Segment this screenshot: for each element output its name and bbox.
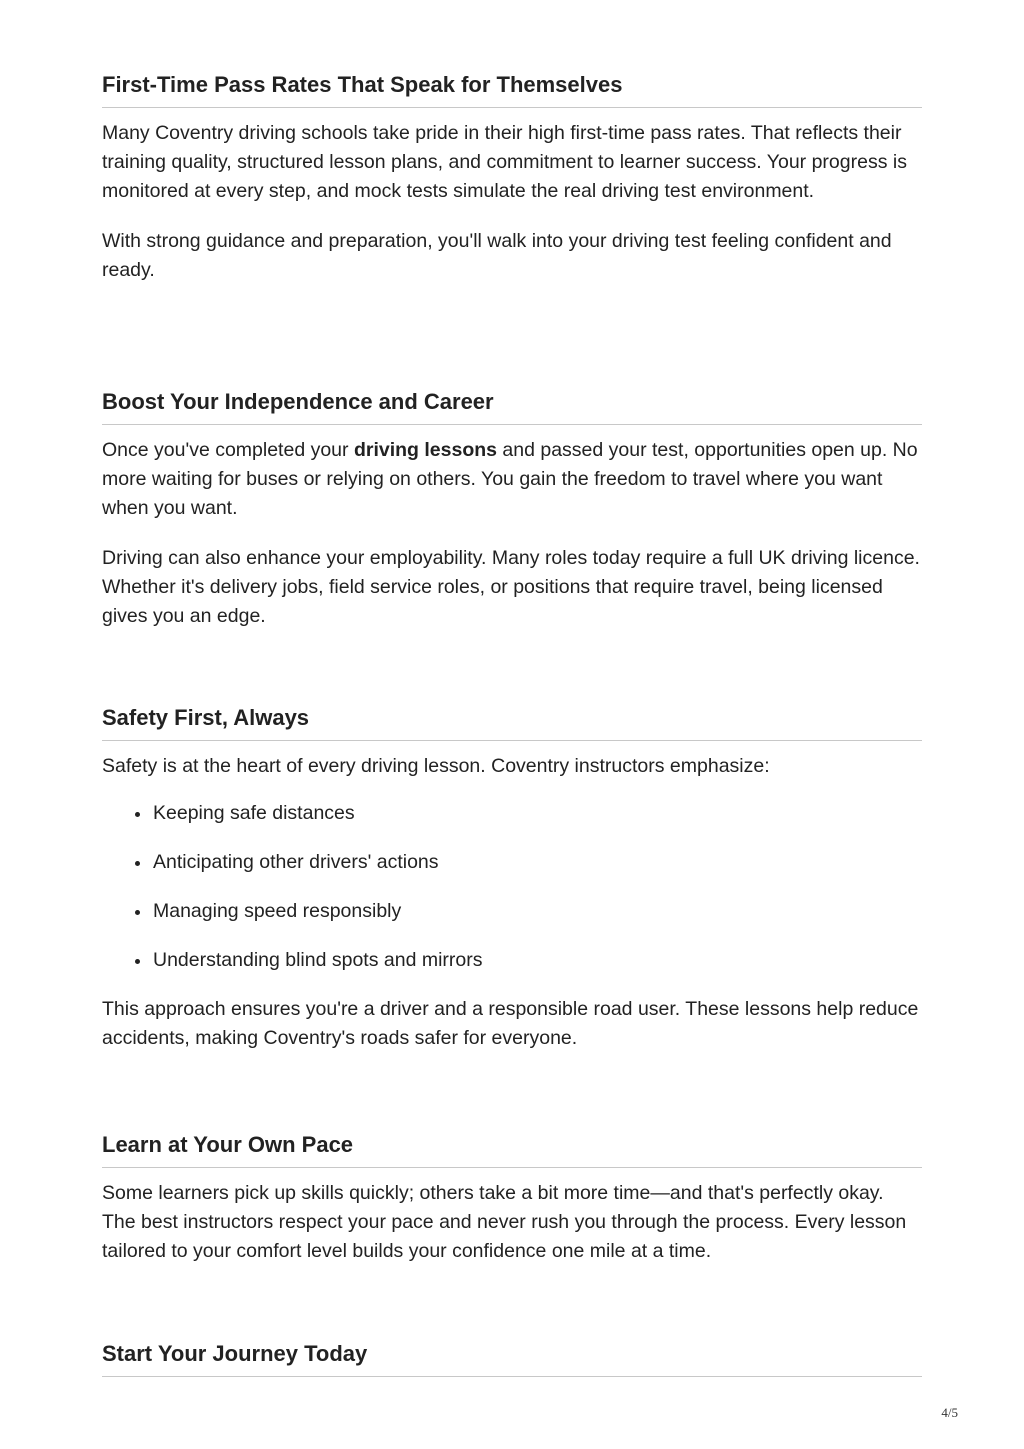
section-safety bbox=[102, 703, 922, 1053]
page-number: 4/5 bbox=[941, 1405, 958, 1420]
paragraph: Some learners pick up skills quickly; others take a bit more time—and that's perfectly okay. The best instructors respect your pace and never rush you through the process. Every lesson tailored to your comfort level builds your confidence one mile at a time. bbox=[102, 1182, 907, 1262]
section-independence-career bbox=[102, 387, 922, 631]
section-heading: Learn at Your Own Pace bbox=[102, 1130, 922, 1168]
paragraph-text: and passed your test, opportunities open up. No more waiting for buses or relying on others. You gain the freedom to travel where you want when you want. bbox=[102, 439, 918, 519]
paragraph: Driving can also enhance your employability. Many roles today require a full UK driving licence. Whether it's delivery jobs, field service roles, or positions that require travel, being licensed gives you an edge. bbox=[102, 547, 920, 627]
safety-list bbox=[102, 799, 922, 975]
list-item: Understanding blind spots and mirrors bbox=[153, 946, 922, 975]
section-heading: Boost Your Independence and Career bbox=[102, 387, 922, 425]
paragraph bbox=[102, 436, 922, 523]
list-item: Anticipating other drivers' actions bbox=[153, 848, 922, 877]
paragraph: Safety is at the heart of every driving lesson. Coventry instructors emphasize: bbox=[102, 755, 770, 777]
section-start-journey bbox=[102, 1339, 922, 1377]
paragraph: This approach ensures you're a driver and a responsible road user. These lessons help reduce accidents, making Coventry's roads safer for everyone. bbox=[102, 998, 919, 1049]
paragraph-text: Once you've completed your bbox=[102, 439, 354, 461]
paragraph: Many Coventry driving schools take pride in their high first-time pass rates. That reflects their training quality, structured lesson plans, and commitment to learner success. Your progress is monitored at every step, and mock tests simulate the real driving test environment. bbox=[102, 122, 907, 202]
section-own-pace bbox=[102, 1130, 922, 1266]
section-pass-rates bbox=[102, 70, 922, 285]
list-item: Keeping safe distances bbox=[153, 799, 922, 828]
section-heading: Start Your Journey Today bbox=[102, 1339, 922, 1377]
section-heading: First-Time Pass Rates That Speak for Themselves bbox=[102, 70, 922, 108]
section-heading: Safety First, Always bbox=[102, 703, 922, 741]
list-item: Managing speed responsibly bbox=[153, 897, 922, 926]
driving-lessons-link-text: driving lessons bbox=[353, 439, 497, 461]
paragraph: With strong guidance and preparation, you'll walk into your driving test feeling confident and ready. bbox=[102, 230, 892, 281]
